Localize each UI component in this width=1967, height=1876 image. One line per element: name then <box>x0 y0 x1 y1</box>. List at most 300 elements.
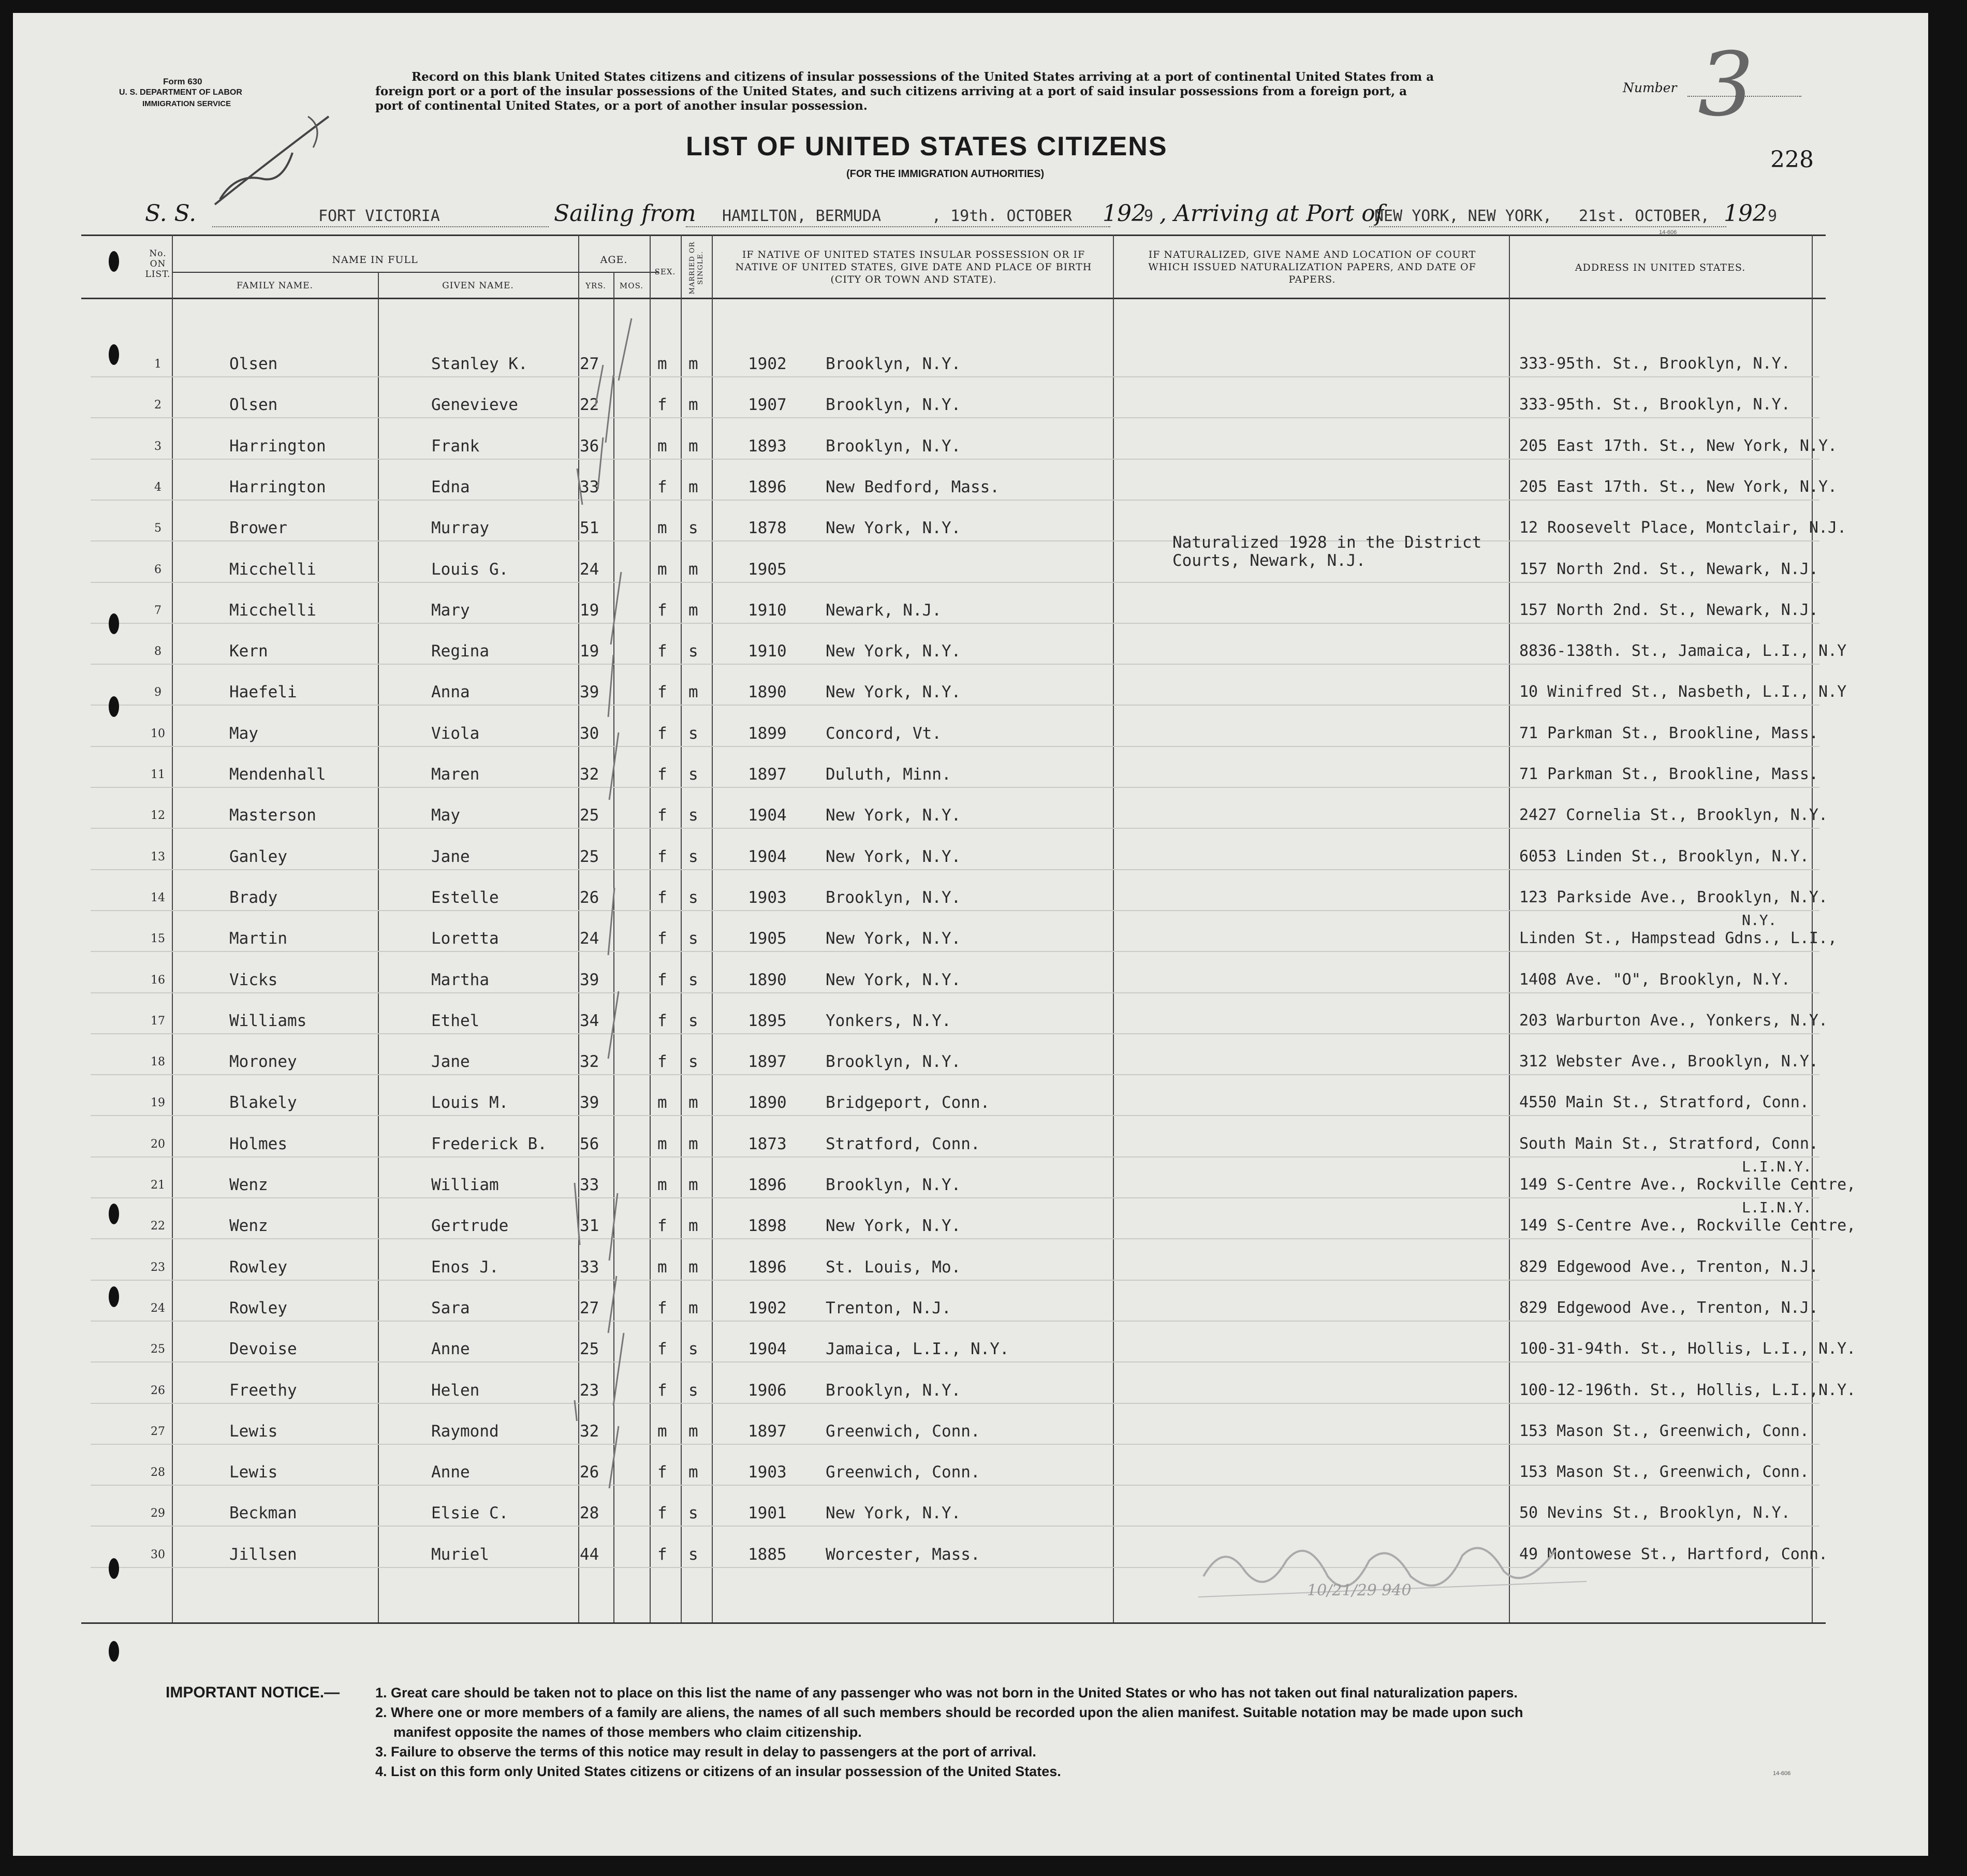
age-years: 39 <box>580 1093 599 1112</box>
sex: f <box>657 601 667 620</box>
birth-year: 1896 <box>748 1176 787 1194</box>
marital-status: s <box>688 724 698 743</box>
birth-year: 1897 <box>748 1052 787 1071</box>
given-name: Viola <box>431 724 480 743</box>
col-header-yrs: YRS. <box>585 281 606 290</box>
row-number: 30 <box>151 1548 165 1561</box>
sex: f <box>657 1381 667 1400</box>
row-rule <box>91 787 1819 788</box>
ship-underline <box>212 226 549 227</box>
age-years: 25 <box>580 847 599 866</box>
address: 71 Parkman St., Brookline, Mass. <box>1519 765 1818 783</box>
birth-year: 1905 <box>748 929 787 948</box>
marital-status: m <box>688 683 698 701</box>
row-number: 5 <box>154 522 162 535</box>
family-name: Holmes <box>229 1135 287 1153</box>
col-header-mos: MOS. <box>619 281 644 290</box>
ship-name: FORT VICTORIA <box>318 207 440 225</box>
address: Linden St., Hampstead Gdns., L.I., <box>1519 929 1838 947</box>
family-name: Freethy <box>229 1381 297 1400</box>
given-name: Jane <box>431 847 470 866</box>
age-years: 23 <box>580 1381 599 1400</box>
row-number: 16 <box>151 974 165 987</box>
punch-hole <box>109 1204 119 1224</box>
sex: m <box>657 1093 667 1112</box>
age-years: 26 <box>580 1463 599 1482</box>
birth-year: 1904 <box>748 806 787 825</box>
row-rule <box>91 1321 1819 1322</box>
birth-place: Brooklyn, N.Y. <box>826 1381 961 1400</box>
sail-date: , 19th. OCTOBER <box>932 207 1072 225</box>
row-rule <box>91 910 1819 911</box>
given-name: Ethel <box>431 1012 480 1030</box>
given-name: Sara <box>431 1299 470 1317</box>
instruction-line: Record on this blank United States citizens and citizens of insular possessions of the United States arriving at a port of continental United States from a <box>412 70 1434 84</box>
marital-status: m <box>688 560 698 579</box>
birth-year: 1902 <box>748 355 787 373</box>
age-years: 24 <box>580 560 599 579</box>
family-name: Moroney <box>229 1052 297 1071</box>
naturalization-note-line: Naturalized 1928 in the District <box>1172 533 1482 552</box>
sex: f <box>657 1545 667 1564</box>
year-prefix: 192 <box>1103 200 1146 227</box>
birth-year: 1897 <box>748 765 787 784</box>
sex: f <box>657 1012 667 1030</box>
row-number: 11 <box>151 768 165 781</box>
address-continuation: N.Y. <box>1742 912 1777 929</box>
sex: m <box>657 1176 667 1194</box>
sailing-label: Sailing from <box>554 200 696 227</box>
row-number: 15 <box>151 932 165 945</box>
family-name: Rowley <box>229 1258 287 1277</box>
family-name: Wenz <box>229 1217 268 1235</box>
notice-line-2b: manifest opposite the names of those members who claim citizenship. <box>393 1724 862 1740</box>
sex: m <box>657 355 667 373</box>
address: 12 Roosevelt Place, Montclair, N.J. <box>1519 519 1847 537</box>
age-years: 19 <box>580 601 599 620</box>
address: 149 S-Centre Ave., Rockville Centre, <box>1519 1217 1856 1235</box>
family-name: Brady <box>229 888 278 907</box>
birth-place: St. Louis, Mo. <box>826 1258 961 1277</box>
age-years: 28 <box>580 1504 599 1522</box>
given-name: Anne <box>431 1340 470 1358</box>
address: 203 Warburton Ave., Yonkers, N.Y. <box>1519 1012 1828 1030</box>
age-years: 31 <box>580 1217 599 1235</box>
row-number: 12 <box>151 809 165 822</box>
row-rule <box>91 582 1819 583</box>
birth-year: 1904 <box>748 1340 787 1358</box>
given-name: Regina <box>431 642 489 661</box>
age-years: 39 <box>580 683 599 701</box>
sex: m <box>657 560 667 579</box>
row-rule <box>91 1444 1819 1445</box>
family-name: Mendenhall <box>229 765 326 784</box>
row-number: 13 <box>151 851 165 863</box>
address: 205 East 17th. St., New York, N.Y. <box>1519 478 1838 496</box>
instruction-line: foreign port or a port of the insular possessions of the United States, and such citizens arriving at a port of said insular possessions from a foreign port, a <box>375 84 1407 98</box>
birth-place: Jamaica, L.I., N.Y. <box>826 1340 1009 1358</box>
marital-status: s <box>688 806 698 825</box>
row-rule <box>91 1361 1819 1362</box>
family-name: Jillsen <box>229 1545 297 1564</box>
sex: f <box>657 888 667 907</box>
row-rule <box>91 417 1819 418</box>
row-rule <box>91 1280 1819 1281</box>
row-number: 17 <box>151 1015 165 1028</box>
birth-place: New York, N.Y. <box>826 971 961 989</box>
department-label: U. S. DEPARTMENT OF LABOR <box>119 88 242 97</box>
family-name: Beckman <box>229 1504 297 1522</box>
birth-place: Stratford, Conn. <box>826 1135 980 1153</box>
sex: f <box>657 929 667 948</box>
col-header-naturalized: IF NATURALIZED, GIVE NAME AND LOCATION OF COURT WHICH ISSUED NATURALIZATION PAPERS, AND DATE OF PAPERS. <box>1148 249 1476 285</box>
arriving-label: , Arriving at Port of <box>1159 200 1384 227</box>
given-name: Gertrude <box>431 1217 509 1235</box>
marital-status: m <box>688 1093 698 1112</box>
row-number: 27 <box>151 1425 165 1438</box>
row-rule <box>91 1238 1819 1239</box>
birth-place: Yonkers, N.Y. <box>826 1012 951 1030</box>
notice-heading: IMPORTANT NOTICE.— <box>166 1684 340 1701</box>
given-name: Raymond <box>431 1422 499 1441</box>
notice-line-4: 4. List on this form only United States citizens or citizens of an insular possession of the United States. <box>375 1764 1061 1779</box>
form-title: LIST OF UNITED STATES CITIZENS <box>686 131 1168 162</box>
age-years: 51 <box>580 519 599 537</box>
birth-place: Newark, N.J. <box>826 601 942 620</box>
birth-place: Greenwich, Conn. <box>826 1422 980 1441</box>
print-code: 14-606 <box>1659 229 1677 236</box>
instructions-block <box>375 70 1566 113</box>
page-number: 228 <box>1770 146 1814 173</box>
birth-year: 1896 <box>748 478 787 496</box>
age-years: 25 <box>580 1340 599 1358</box>
arrival-port: NEW YORK, NEW YORK, <box>1374 207 1552 225</box>
given-name: Elsie C. <box>431 1504 509 1522</box>
birth-place: New Bedford, Mass. <box>826 478 1000 496</box>
address-continuation: L.I.N.Y. <box>1742 1158 1812 1175</box>
family-name: Olsen <box>229 355 278 373</box>
signature <box>1193 1530 1607 1613</box>
address: 8836-138th. St., Jamaica, L.I., N.Y <box>1519 642 1847 660</box>
arrival-date: 21st. OCTOBER, <box>1579 207 1710 225</box>
marital-status: s <box>688 929 698 948</box>
family-name: Harrington <box>229 437 326 456</box>
notice-line-2: 2. Where one or more members of a family are aliens, the names of all such members should be recorded upon the alien manifest. Suitable notation may be made upon such <box>375 1705 1523 1720</box>
row-rule <box>91 1156 1819 1157</box>
address-continuation: L.I.N.Y. <box>1742 1199 1812 1216</box>
sex: f <box>657 395 667 414</box>
address: 829 Edgewood Ave., Trenton, N.J. <box>1519 1299 1818 1317</box>
birth-year: 1902 <box>748 1299 787 1317</box>
birth-place: Bridgeport, Conn. <box>826 1093 990 1112</box>
birth-year: 1898 <box>748 1217 787 1235</box>
age-years: 33 <box>580 478 599 496</box>
age-years: 22 <box>580 395 599 414</box>
marital-status: m <box>688 1463 698 1482</box>
age-years: 24 <box>580 929 599 948</box>
sex: f <box>657 683 667 701</box>
age-years: 39 <box>580 971 599 989</box>
birth-place: Greenwich, Conn. <box>826 1463 980 1482</box>
marital-status: m <box>688 1422 698 1441</box>
birth-place: New York, N.Y. <box>826 1504 961 1522</box>
given-name: Enos J. <box>431 1258 499 1277</box>
age-years: 26 <box>580 888 599 907</box>
family-name: Lewis <box>229 1463 278 1482</box>
marital-status: m <box>688 1217 698 1235</box>
birth-place: New York, N.Y. <box>826 847 961 866</box>
address: 100-12-196th. St., Hollis, L.I.,N.Y. <box>1519 1381 1856 1399</box>
given-name: Frank <box>431 437 480 456</box>
family-name: Brower <box>229 519 287 537</box>
col-divider <box>378 272 379 1622</box>
row-number: 4 <box>154 481 162 494</box>
given-name: Martha <box>431 971 489 989</box>
birth-year: 1890 <box>748 1093 787 1112</box>
family-name: Micchelli <box>229 560 316 579</box>
row-rule <box>91 1197 1819 1198</box>
row-rule <box>91 459 1819 460</box>
address: 10 Winifred St., Nasbeth, L.I., N.Y <box>1519 683 1847 701</box>
marital-status: s <box>688 1545 698 1564</box>
given-name: Loretta <box>431 929 499 948</box>
family-name: Haefeli <box>229 683 297 701</box>
row-rule <box>91 992 1819 993</box>
punch-hole <box>109 1286 119 1307</box>
row-number: 23 <box>151 1261 165 1274</box>
given-name: Anna <box>431 683 470 701</box>
family-name: Williams <box>229 1012 307 1030</box>
address: 333-95th. St., Brooklyn, N.Y. <box>1519 355 1790 373</box>
given-name: Frederick B. <box>431 1135 547 1153</box>
row-rule <box>91 951 1819 952</box>
col-divider <box>1113 234 1114 1622</box>
row-rule <box>91 500 1819 501</box>
sex: m <box>657 519 667 537</box>
col-header-married: MARRIED OR SINGLE. <box>688 241 704 295</box>
col-divider <box>712 234 713 1622</box>
sex: m <box>657 1422 667 1441</box>
age-years: 27 <box>580 355 599 373</box>
row-number: 20 <box>151 1138 165 1151</box>
row-rule <box>91 869 1819 870</box>
marital-status: s <box>688 888 698 907</box>
family-name: Vicks <box>229 971 278 989</box>
family-name: Ganley <box>229 847 287 866</box>
birth-place: Concord, Vt. <box>826 724 942 743</box>
address: 50 Nevins St., Brooklyn, N.Y. <box>1519 1504 1790 1522</box>
birth-year: 1896 <box>748 1258 787 1277</box>
given-name: Jane <box>431 1052 470 1071</box>
instruction-line: port of continental United States, or a port of another insular possession. <box>375 99 868 113</box>
birth-year: 1910 <box>748 642 787 661</box>
form-number: Form 630 <box>163 77 202 86</box>
birth-place: Brooklyn, N.Y. <box>826 888 961 907</box>
sex: f <box>657 847 667 866</box>
birth-year: 1873 <box>748 1135 787 1153</box>
family-name: Kern <box>229 642 268 661</box>
row-number: 14 <box>151 891 165 904</box>
row-rule <box>91 1403 1819 1404</box>
age-years: 19 <box>580 642 599 661</box>
arrival-underline <box>1369 226 1726 227</box>
given-name: Estelle <box>431 888 499 907</box>
signature-note: 10/21/29 940 <box>1307 1581 1412 1600</box>
marital-status: s <box>688 1052 698 1071</box>
marital-status: m <box>688 355 698 373</box>
form-subtitle: (FOR THE IMMIGRATION AUTHORITIES) <box>846 168 1045 180</box>
address: 333-95th. St., Brooklyn, N.Y. <box>1519 395 1790 414</box>
marital-status: s <box>688 1381 698 1400</box>
col-header-address: ADDRESS IN UNITED STATES. <box>1575 262 1746 273</box>
given-name: May <box>431 806 460 825</box>
row-number: 28 <box>151 1466 165 1479</box>
birth-year: 1885 <box>748 1545 787 1564</box>
address: 153 Mason St., Greenwich, Conn. <box>1519 1463 1809 1481</box>
address: 100-31-94th. St., Hollis, L.I., N.Y. <box>1519 1340 1856 1358</box>
family-name: Harrington <box>229 478 326 496</box>
marital-status: s <box>688 642 698 661</box>
marital-status: m <box>688 478 698 496</box>
address: 312 Webster Ave., Brooklyn, N.Y. <box>1519 1052 1818 1071</box>
birth-year: 1904 <box>748 847 787 866</box>
given-name: William <box>431 1176 499 1194</box>
address: 157 North 2nd. St., Newark, N.J. <box>1519 560 1818 578</box>
age-years: 32 <box>580 765 599 784</box>
punch-hole <box>109 344 119 365</box>
birth-place: New York, N.Y. <box>826 806 961 825</box>
col-header-no: No. ON LIST. <box>145 248 171 280</box>
ss-label: S. S. <box>145 200 197 227</box>
family-name: Devoise <box>229 1340 297 1358</box>
col-header-given: GIVEN NAME. <box>442 281 514 291</box>
sex: f <box>657 478 667 496</box>
birth-place: Brooklyn, N.Y. <box>826 437 961 456</box>
family-name: May <box>229 724 258 743</box>
punch-hole <box>109 613 119 634</box>
sex: f <box>657 1299 667 1317</box>
col-header-birth: IF NATIVE OF UNITED STATES INSULAR POSSESSION OR IF NATIVE OF UNITED STATES, GIVE DATE AND PLACE OF BIRTH (CITY OR TOWN AND STATE). <box>735 249 1092 285</box>
sex: f <box>657 1463 667 1482</box>
manifest-sheet <box>13 13 1928 1856</box>
family-name: Lewis <box>229 1422 278 1441</box>
sex: f <box>657 1340 667 1358</box>
birth-year: 1899 <box>748 724 787 743</box>
age-years: 36 <box>580 437 599 456</box>
marital-status: s <box>688 1012 698 1030</box>
birth-place: New York, N.Y. <box>826 642 961 661</box>
birth-year: 1905 <box>748 560 787 579</box>
family-name: Wenz <box>229 1176 268 1194</box>
address: 829 Edgewood Ave., Trenton, N.J. <box>1519 1258 1818 1276</box>
row-rule <box>91 1033 1819 1034</box>
row-rule <box>91 1485 1819 1486</box>
birth-year: 1878 <box>748 519 787 537</box>
family-name: Micchelli <box>229 601 316 620</box>
notice-line-3: 3. Failure to observe the terms of this notice may result in delay to passengers at the port of arrival. <box>375 1744 1036 1760</box>
age-years: 32 <box>580 1052 599 1071</box>
row-number: 2 <box>154 399 162 412</box>
age-years: 34 <box>580 1012 599 1030</box>
header-scribble <box>204 96 339 215</box>
row-rule <box>91 664 1819 665</box>
row-number: 21 <box>151 1179 165 1192</box>
row-number: 1 <box>154 358 162 371</box>
row-rule <box>91 746 1819 747</box>
punch-hole <box>109 696 119 717</box>
address: 6053 Linden St., Brooklyn, N.Y. <box>1519 847 1809 866</box>
given-name: Edna <box>431 478 470 496</box>
given-name: Muriel <box>431 1545 489 1564</box>
year-digit-2: 9 <box>1768 207 1778 225</box>
row-rule <box>91 540 1819 541</box>
row-rule <box>91 1115 1819 1116</box>
birth-year: 1910 <box>748 601 787 620</box>
address: 49 Montowese St., Hartford, Conn. <box>1519 1545 1828 1563</box>
year-digit: 9 <box>1144 207 1154 225</box>
row-number: 9 <box>154 686 162 699</box>
marital-status: s <box>688 971 698 989</box>
row-number: 8 <box>154 645 162 658</box>
marital-status: m <box>688 1258 698 1277</box>
row-number: 25 <box>151 1343 165 1356</box>
sex: m <box>657 1258 667 1277</box>
marital-status: m <box>688 601 698 620</box>
handwritten-checkmarks <box>582 303 665 1545</box>
number-label: Number <box>1623 80 1677 95</box>
given-name: Helen <box>431 1381 480 1400</box>
age-header-rule <box>578 272 658 273</box>
family-name: Rowley <box>229 1299 287 1317</box>
sex: f <box>657 806 667 825</box>
punch-hole <box>109 251 119 272</box>
name-header-rule <box>172 272 590 273</box>
age-years: 56 <box>580 1135 599 1153</box>
birth-year: 1893 <box>748 437 787 456</box>
row-rule <box>91 376 1819 377</box>
age-years: 33 <box>580 1176 599 1194</box>
sex: f <box>657 971 667 989</box>
given-name: Genevieve <box>431 395 518 414</box>
age-years: 44 <box>580 1545 599 1564</box>
row-rule <box>91 623 1819 624</box>
naturalization-note-line: Courts, Newark, N.J. <box>1172 551 1366 570</box>
sailing-underline <box>686 226 1110 227</box>
birth-year: 1890 <box>748 971 787 989</box>
marital-status: m <box>688 395 698 414</box>
col-header-family: FAMILY NAME. <box>237 281 313 291</box>
birth-year: 1897 <box>748 1422 787 1441</box>
birth-year: 1901 <box>748 1504 787 1522</box>
notice-line-1: 1. Great care should be taken not to place on this list the name of any passenger who was not born in the United States or who has not taken out final naturalization papers. <box>375 1685 1518 1701</box>
sex: f <box>657 1504 667 1522</box>
family-name: Olsen <box>229 395 278 414</box>
birth-year: 1890 <box>748 683 787 701</box>
sex: m <box>657 437 667 456</box>
row-number: 18 <box>151 1056 165 1068</box>
row-number: 6 <box>154 563 162 576</box>
birth-place: Duluth, Minn. <box>826 765 951 784</box>
row-number: 19 <box>151 1096 165 1109</box>
age-years: 30 <box>580 724 599 743</box>
address: 2427 Cornelia St., Brooklyn, N.Y. <box>1519 806 1828 824</box>
given-name: Stanley K. <box>431 355 528 373</box>
age-years: 32 <box>580 1422 599 1441</box>
sailing-from: HAMILTON, BERMUDA <box>722 207 882 225</box>
row-number: 10 <box>151 727 165 740</box>
family-name: Blakely <box>229 1093 297 1112</box>
marital-status: m <box>688 1176 698 1194</box>
